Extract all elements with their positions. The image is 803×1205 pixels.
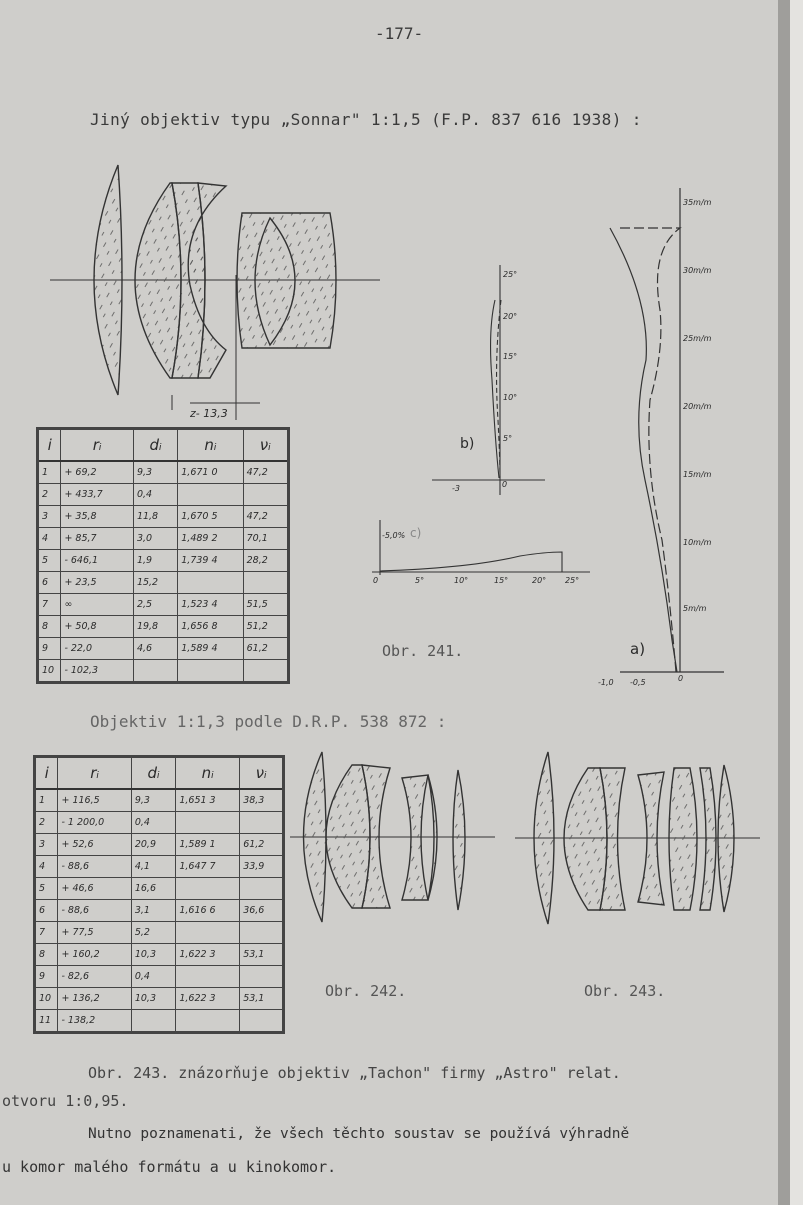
- cell: - 102,3: [61, 660, 134, 683]
- graph-c: [372, 520, 590, 575]
- cell: 3,0: [133, 528, 177, 550]
- cell: 9,3: [133, 461, 177, 484]
- table-row: [35, 1010, 284, 1033]
- cell: + 52,6: [58, 834, 131, 856]
- cell: [178, 484, 243, 506]
- cell: - 22,0: [61, 638, 134, 660]
- table-row: [35, 966, 284, 988]
- graph-b-xtick-neg3: -3: [452, 484, 460, 493]
- heading-sonnar: Jiný objektiv typu „Sonnar" 1:1,5 (F.P. 837 616 1938) :: [90, 110, 642, 129]
- cell: 16,6: [131, 878, 176, 900]
- cell: + 77,5: [58, 922, 131, 944]
- graph-a-tick-10: 10m/m: [683, 538, 712, 547]
- table-row: [38, 506, 289, 528]
- caption-obr-241: Obr. 241.: [382, 642, 464, 660]
- cell: 1,622 3: [176, 988, 240, 1010]
- table-row: [38, 572, 289, 594]
- cell: 38,3: [240, 789, 284, 812]
- cell: 8: [35, 944, 58, 966]
- cell: 4: [35, 856, 58, 878]
- cell: 3: [35, 834, 58, 856]
- cell: 47,2: [243, 461, 288, 484]
- graph-c-label: c): [410, 526, 422, 540]
- cell: + 46,6: [58, 878, 131, 900]
- cell: [243, 660, 288, 683]
- cell: 1,671 0: [178, 461, 243, 484]
- table-row: [38, 528, 289, 550]
- cell: 10,3: [131, 988, 176, 1010]
- cell: 33,9: [240, 856, 284, 878]
- table-row: [35, 812, 284, 834]
- page-number: -177-: [375, 24, 424, 43]
- graph-c-xtick-5: 5°: [415, 576, 425, 585]
- cell: 0,4: [131, 812, 176, 834]
- cell: 0,4: [133, 484, 177, 506]
- cell: 1,647 7: [176, 856, 240, 878]
- col-header-n: nᵢ: [176, 757, 240, 790]
- cell: [176, 966, 240, 988]
- cell: 1,616 6: [176, 900, 240, 922]
- col-header-d: dᵢ: [133, 429, 177, 462]
- cell: 11: [35, 1010, 58, 1033]
- cell: 3: [38, 506, 61, 528]
- cell: 2: [38, 484, 61, 506]
- graph-b-tick-5: 5°: [503, 434, 513, 443]
- cell: 51,2: [243, 616, 288, 638]
- cell: 6: [35, 900, 58, 922]
- paragraph-usage-line1: Nutno poznamenati, že všech těchto soustav se používá výhradně: [88, 1126, 630, 1142]
- col-header-i: i: [35, 757, 58, 790]
- cell: + 23,5: [61, 572, 134, 594]
- cell: + 433,7: [61, 484, 134, 506]
- cell: 9: [35, 966, 58, 988]
- cell: 53,1: [240, 988, 284, 1010]
- table-row: [35, 922, 284, 944]
- cell: [243, 484, 288, 506]
- cell: [176, 1010, 240, 1033]
- cell: 11,8: [133, 506, 177, 528]
- cell: 6: [38, 572, 61, 594]
- paragraph-tachon-line1: Obr. 243. znázorňuje objektiv „Tachon" firmy „Astro" relat.: [88, 1064, 621, 1082]
- cell: - 82,6: [58, 966, 131, 988]
- table-row: [35, 988, 284, 1010]
- lens-diagram-drp538872: [290, 752, 495, 922]
- caption-obr-242: Obr. 242.: [325, 982, 407, 1000]
- cell: ∞: [61, 594, 134, 616]
- cell: + 85,7: [61, 528, 134, 550]
- graph-a-xtick-neg05: -0,5: [630, 678, 646, 687]
- cell: 20,9: [131, 834, 176, 856]
- cell: [178, 572, 243, 594]
- cell: - 88,6: [58, 856, 131, 878]
- paragraph-usage-line2: u komor malého formátu a u kinokomor.: [2, 1158, 337, 1176]
- table-row: [38, 484, 289, 506]
- cell: [240, 878, 284, 900]
- cell: 47,2: [243, 506, 288, 528]
- graph-a: [610, 188, 724, 672]
- table-row: [35, 944, 284, 966]
- graph-b-tick-15: 15°: [503, 352, 518, 361]
- cell: + 69,2: [61, 461, 134, 484]
- cell: 9,3: [131, 789, 176, 812]
- cell: 4,6: [133, 638, 177, 660]
- cell: 5: [35, 878, 58, 900]
- cell: [176, 922, 240, 944]
- cell: 1: [35, 789, 58, 812]
- cell: + 50,8: [61, 616, 134, 638]
- col-header-v: νᵢ: [243, 429, 288, 462]
- paragraph-tachon-line2: otvoru 1:0,95.: [2, 1092, 129, 1110]
- graph-a-tick-30: 30m/m: [683, 266, 712, 275]
- cell: 4,1: [131, 856, 176, 878]
- cell: [176, 812, 240, 834]
- cell: 10,3: [131, 944, 176, 966]
- cell: 8: [38, 616, 61, 638]
- cell: 15,2: [133, 572, 177, 594]
- cell: 19,8: [133, 616, 177, 638]
- table-row: [38, 660, 289, 683]
- cell: 1,622 3: [176, 944, 240, 966]
- cell: [178, 660, 243, 683]
- col-header-v: νᵢ: [240, 757, 284, 790]
- cell: [243, 572, 288, 594]
- col-header-r: rᵢ: [58, 757, 131, 790]
- table-drp538872: [33, 755, 285, 1034]
- col-header-n: nᵢ: [178, 429, 243, 462]
- graph-c-xtick-0: 0: [373, 576, 379, 585]
- cell: - 138,2: [58, 1010, 131, 1033]
- graph-a-label: a): [630, 640, 646, 658]
- graph-b-tick-25: 25°: [503, 270, 518, 279]
- graph-b-xtick-0: 0: [502, 480, 508, 489]
- heading-drp: Objektiv 1:1,3 podle D.R.P. 538 872 :: [90, 712, 447, 731]
- col-header-i: i: [38, 429, 61, 462]
- cell: 1,9: [133, 550, 177, 572]
- cell: 70,1: [243, 528, 288, 550]
- cell: [240, 812, 284, 834]
- cell: [240, 1010, 284, 1033]
- table-row: [38, 461, 289, 484]
- graph-a-tick-35: 35m/m: [683, 198, 712, 207]
- caption-obr-243: Obr. 243.: [584, 982, 666, 1000]
- lens-diagram-sonnar: [50, 165, 380, 420]
- cell: [240, 966, 284, 988]
- cell: - 646,1: [61, 550, 134, 572]
- graph-c-ytick: -5,0%: [382, 531, 406, 540]
- table-row: [35, 834, 284, 856]
- cell: 4: [38, 528, 61, 550]
- cell: + 116,5: [58, 789, 131, 812]
- cell: 1,589 4: [178, 638, 243, 660]
- table-sonnar: [36, 427, 290, 684]
- cell: [133, 660, 177, 683]
- cell: 5,2: [131, 922, 176, 944]
- table-row: [38, 616, 289, 638]
- cell: 51,5: [243, 594, 288, 616]
- table-row: [38, 638, 289, 660]
- graph-a-xtick-neg1: -1,0: [598, 678, 614, 687]
- graph-c-xtick-25: 25°: [565, 576, 580, 585]
- cell: 7: [35, 922, 58, 944]
- cell: 1,523 4: [178, 594, 243, 616]
- cell: 9: [38, 638, 61, 660]
- cell: + 35,8: [61, 506, 134, 528]
- table-row: [35, 878, 284, 900]
- z-label: z- 13,3: [190, 407, 228, 420]
- cell: - 88,6: [58, 900, 131, 922]
- cell: 1,651 3: [176, 789, 240, 812]
- cell: 1,589 1: [176, 834, 240, 856]
- table-header-row: [38, 429, 289, 462]
- cell: + 136,2: [58, 988, 131, 1010]
- cell: 7: [38, 594, 61, 616]
- graph-c-xtick-20: 20°: [532, 576, 547, 585]
- graph-a-tick-15: 15m/m: [683, 470, 712, 479]
- table-row: [35, 789, 284, 812]
- cell: 2: [35, 812, 58, 834]
- graph-a-tick-25: 25m/m: [683, 334, 712, 343]
- graph-c-xtick-10: 10°: [454, 576, 469, 585]
- col-header-d: dᵢ: [131, 757, 176, 790]
- table-row: [35, 900, 284, 922]
- graph-b-tick-10: 10°: [503, 393, 518, 402]
- cell: [176, 878, 240, 900]
- table-row: [35, 856, 284, 878]
- cell: [131, 1010, 176, 1033]
- cell: [240, 922, 284, 944]
- graph-b-label: b): [460, 436, 475, 452]
- col-header-r: rᵢ: [61, 429, 134, 462]
- table-row: [38, 550, 289, 572]
- cell: 1,656 8: [178, 616, 243, 638]
- lens-diagram-tachon: [515, 752, 760, 924]
- cell: 1: [38, 461, 61, 484]
- graph-a-tick-20: 20m/m: [683, 402, 712, 411]
- graph-c-xtick-15: 15°: [494, 576, 509, 585]
- graph-a-tick-5: 5m/m: [683, 604, 707, 613]
- cell: + 160,2: [58, 944, 131, 966]
- table-header-row: [35, 757, 284, 790]
- cell: 10: [35, 988, 58, 1010]
- table-row: [38, 594, 289, 616]
- cell: 1,489 2: [178, 528, 243, 550]
- cell: 61,2: [243, 638, 288, 660]
- cell: - 1 200,0: [58, 812, 131, 834]
- cell: 61,2: [240, 834, 284, 856]
- cell: 2,5: [133, 594, 177, 616]
- cell: 10: [38, 660, 61, 683]
- cell: 5: [38, 550, 61, 572]
- cell: 1,670 5: [178, 506, 243, 528]
- cell: 53,1: [240, 944, 284, 966]
- graph-a-xtick-0: 0: [678, 674, 684, 683]
- cell: 28,2: [243, 550, 288, 572]
- cell: 1,739 4: [178, 550, 243, 572]
- cell: 0,4: [131, 966, 176, 988]
- graph-b-tick-20: 20°: [503, 312, 518, 321]
- cell: 3,1: [131, 900, 176, 922]
- cell: 36,6: [240, 900, 284, 922]
- graph-b: [432, 265, 545, 495]
